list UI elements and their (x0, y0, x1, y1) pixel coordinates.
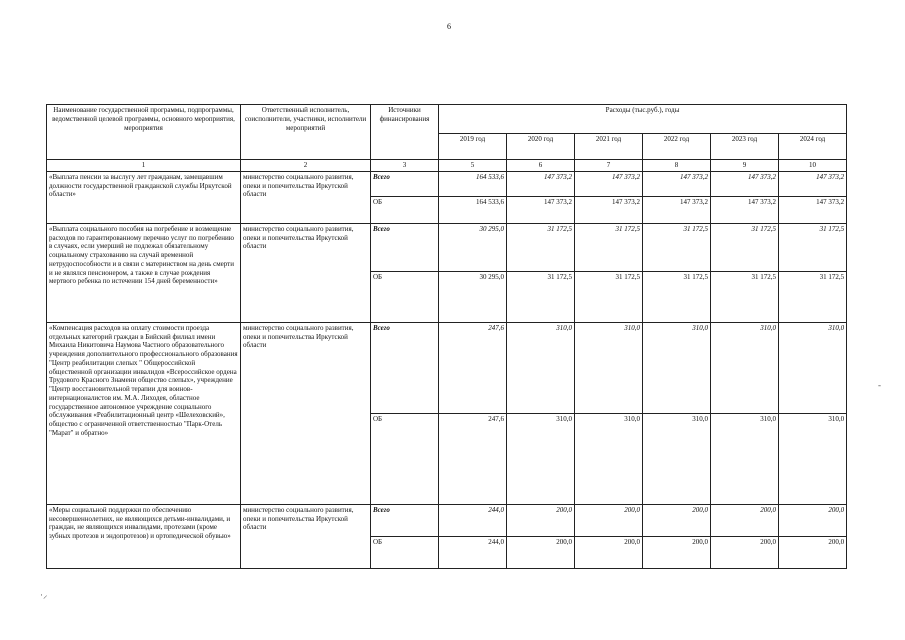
scan-speck: ·⸝ (40, 590, 48, 600)
header-year: 2024 год (779, 134, 847, 160)
amount-ob: 310,0 (711, 413, 779, 504)
source-ob: ОБ (371, 196, 439, 223)
column-number: 2 (241, 160, 371, 172)
amount-ob: 200,0 (711, 536, 779, 568)
measure-name: «Компенсация расходов на оплату стоимости проезда отдельных категорий граждан в Бийский филиал имени Михаила Никитовича Наумова Частного образовательного учреждения дополнительного профессионального образования "Центр реабилитации слепых " Общероссийской общественной организации инвалидов «Всероссийское ордена Трудового Красного Знамени общество слепых», учреждение "Центр восстановительной терапии для воинов-интернационалистов им. М.А. Лиходея, областное государственное автономное учреждение социального обслуживания «Реабилитационный центр «Шелеховский», общество с ограниченной ответственностью "Парк-Отель "Марат" и обратно» (47, 322, 241, 504)
amount-total: 310,0 (507, 322, 575, 413)
amount-ob: 31 172,5 (643, 271, 711, 322)
header-expenses: Расходы (тыс.руб.), годы (439, 105, 847, 134)
column-number: 3 (371, 160, 439, 172)
header-year: 2022 год (643, 134, 711, 160)
amount-ob: 147 373,2 (507, 196, 575, 223)
amount-total: 244,0 (439, 504, 507, 536)
amount-total: 31 172,5 (711, 223, 779, 271)
amount-ob: 164 533,6 (439, 196, 507, 223)
column-number: 7 (575, 160, 643, 172)
source-total: Всего (371, 171, 439, 196)
amount-total: 31 172,5 (575, 223, 643, 271)
amount-ob: 200,0 (507, 536, 575, 568)
amount-total: 147 373,2 (643, 171, 711, 196)
measure-name: «Меры социальной поддержки по обеспечению несовершеннолетних, не являющихся детьми-инвалидами, и граждан, не являющихся инвалидами, протезами (кроме зубных протезов и эндопротезов) и ортопедической обувью» (47, 504, 241, 568)
table-row (47, 504, 847, 536)
amount-total: 200,0 (779, 504, 847, 536)
header-year: 2019 год (439, 134, 507, 160)
amount-ob: 200,0 (575, 536, 643, 568)
header-year: 2023 год (711, 134, 779, 160)
column-number: 6 (507, 160, 575, 172)
header-year: 2021 год (575, 134, 643, 160)
source-ob: ОБ (371, 536, 439, 568)
amount-total: 147 373,2 (779, 171, 847, 196)
measure-name: «Выплата социального пособия на погребение и возмещение расходов по гарантированному перечню услуг по погребению в случаях, если умерший не подлежал обязательному социальному страхованию на случай временной нетрудоспособности и в связи с материнством на день смерти и не являлся пенсионером, а также в случае рождения мертвого ребенка по истечении 154 дней беременности» (47, 223, 241, 322)
amount-total: 247,6 (439, 322, 507, 413)
amount-ob: 200,0 (643, 536, 711, 568)
amount-ob: 30 295,0 (439, 271, 507, 322)
table-row (47, 322, 847, 413)
amount-total: 31 172,5 (779, 223, 847, 271)
amount-total: 30 295,0 (439, 223, 507, 271)
amount-ob: 147 373,2 (643, 196, 711, 223)
column-number: 9 (711, 160, 779, 172)
expenses-table (46, 104, 847, 569)
table-row (47, 223, 847, 271)
amount-total: 310,0 (643, 322, 711, 413)
amount-total: 200,0 (711, 504, 779, 536)
executor-name: министерство социального развития, опеки и попечительства Иркутской области (241, 223, 371, 322)
amount-total: 310,0 (779, 322, 847, 413)
measure-name: «Выплата пенсии за выслугу лет гражданам, замещавшим должности государственной гражданской службы Иркутской области» (47, 171, 241, 223)
amount-ob: 244,0 (439, 536, 507, 568)
amount-ob: 31 172,5 (575, 271, 643, 322)
page-number: 6 (447, 22, 451, 31)
amount-ob: 147 373,2 (575, 196, 643, 223)
column-number: 5 (439, 160, 507, 172)
amount-total: 310,0 (711, 322, 779, 413)
amount-ob: 247,6 (439, 413, 507, 504)
column-number: 10 (779, 160, 847, 172)
source-total: Всего (371, 322, 439, 413)
amount-ob: 147 373,2 (711, 196, 779, 223)
source-total: Всего (371, 504, 439, 536)
amount-total: 31 172,5 (643, 223, 711, 271)
amount-ob: 31 172,5 (507, 271, 575, 322)
header-source: Источники финансирования (371, 105, 439, 160)
amount-total: 31 172,5 (507, 223, 575, 271)
amount-ob: 310,0 (779, 413, 847, 504)
scan-speck: - (878, 380, 881, 390)
executor-name: министерство социального развития, опеки и попечительства Иркутской области (241, 504, 371, 568)
amount-ob: 310,0 (575, 413, 643, 504)
source-total: Всего (371, 223, 439, 271)
header-name: Наименование государственной программы, подпрограммы, ведомственной целевой программы, основного мероприятия, мероприятия (47, 105, 241, 160)
header-year: 2020 год (507, 134, 575, 160)
amount-ob: 147 373,2 (779, 196, 847, 223)
column-number: 1 (47, 160, 241, 172)
executor-name: министерство социального развития, опеки и попечительства Иркутской области (241, 171, 371, 223)
amount-total: 147 373,2 (507, 171, 575, 196)
column-number: 8 (643, 160, 711, 172)
table-row (47, 171, 847, 196)
amount-ob: 310,0 (643, 413, 711, 504)
amount-total: 147 373,2 (711, 171, 779, 196)
amount-ob: 31 172,5 (711, 271, 779, 322)
source-ob: ОБ (371, 413, 439, 504)
source-ob: ОБ (371, 271, 439, 322)
amount-total: 164 533,6 (439, 171, 507, 196)
executor-name: министерство социального развития, опеки и попечительства Иркутской области (241, 322, 371, 504)
amount-total: 200,0 (507, 504, 575, 536)
amount-total: 200,0 (575, 504, 643, 536)
amount-total: 310,0 (575, 322, 643, 413)
amount-ob: 200,0 (779, 536, 847, 568)
amount-total: 147 373,2 (575, 171, 643, 196)
amount-total: 200,0 (643, 504, 711, 536)
amount-ob: 31 172,5 (779, 271, 847, 322)
header-executor: Ответственный исполнитель, соисполнители, участники, исполнители мероприятий (241, 105, 371, 160)
amount-ob: 310,0 (507, 413, 575, 504)
